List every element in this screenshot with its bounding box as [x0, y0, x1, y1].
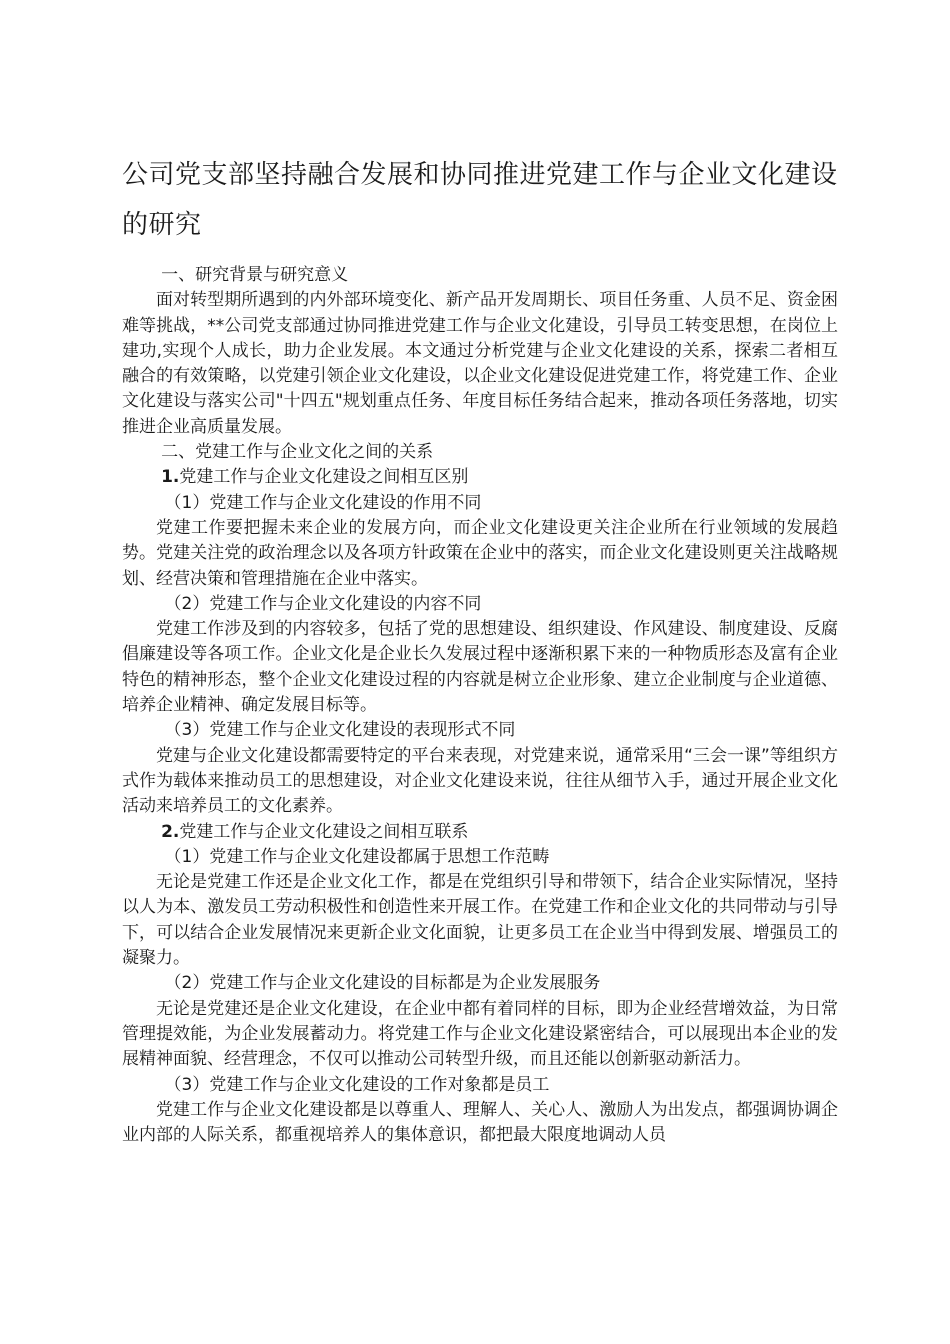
- subsection-number: 2.: [161, 821, 180, 842]
- item-heading-2-2-2: （2）党建工作与企业文化建设的目标都是为企业发展服务: [164, 973, 601, 994]
- subsection-heading-2-1: [122, 465, 838, 490]
- paragraph-ideological-work: 无论是党建工作还是企业文化工作，都是在党组织引导和带领下，结合企业实际情况，坚持以人为本、激发员工劳动积极性和创造性来开展工作。在党建工作和企业文化的共同带动与引导下，可以结合企业发展情况来更新企业文化面貌，让更多员工在企业当中得到发展、增强员工的凝聚力。: [122, 872, 838, 969]
- item-heading-2-1-1: （1）党建工作与企业文化建设的作用不同: [164, 492, 482, 513]
- document-title: 公司党支部坚持融合发展和协同推进党建工作与企业文化建设的研究: [122, 160, 838, 240]
- paragraph-form-difference: 党建与企业文化建设都需要特定的平台来表现，对党建来说，通常采用“三会一课”等组织方式作为载体来推动员工的思想建设，对企业文化建设来说，往往从细节入手，通过开展企业文化活动来培养员工的文化素养。: [122, 745, 838, 817]
- document-page: [122, 150, 838, 1148]
- section-heading-2: 二、党建工作与企业文化之间的关系: [161, 442, 434, 463]
- paragraph-common-goal: 无论是党建还是企业文化建设，在企业中都有着同样的目标，即为企业经营增效益，为日常管理提效能，为企业发展蓄动力。将党建工作与企业文化建设紧密结合，可以展现出本企业的发展精神面貌、经营理念，不仅可以推动公司转型升级，而且还能以创新驱动新活力。: [122, 998, 838, 1070]
- subsection-heading-2-2: [122, 820, 838, 845]
- subsection-title: 党建工作与企业文化建设之间相互区别: [179, 467, 469, 488]
- subsection-number: 1.: [161, 467, 180, 488]
- item-heading-2-1-3: （3）党建工作与企业文化建设的表现形式不同: [164, 720, 516, 741]
- item-heading-2-2-1: （1）党建工作与企业文化建设都属于思想工作范畴: [164, 846, 550, 867]
- paragraph-work-object: 党建工作与企业文化建设都是以尊重人、理解人、关心人、激励人为出发点，都强调协调企业内部的人际关系，都重视培养人的集体意识，都把最大限度地调动人员: [122, 1099, 838, 1146]
- item-heading-2-2-3: （3）党建工作与企业文化建设的工作对象都是员工: [164, 1074, 550, 1095]
- paragraph-content-difference: 党建工作涉及到的内容较多，包括了党的思想建设、组织建设、作风建设、制度建设、反腐倡廉建设等各项工作。企业文化是企业长久发展过程中逐渐积累下来的一种物质形态及富有企业特色的精神形态，整个企业文化建设过程的内容就是树立企业形象、建立企业制度与企业道德、培养企业精神、确定发展目标等。: [122, 619, 838, 716]
- item-heading-2-1-2: （2）党建工作与企业文化建设的内容不同: [164, 593, 482, 614]
- section-heading-1: 一、研究背景与研究意义: [161, 265, 349, 285]
- paragraph-background: 面对转型期所遇到的内外部环境变化、新产品开发周期长、项目任务重、人员不足、资金困难等挑战，**公司党支部通过协同推进党建工作与企业文化建设，引导员工转变思想，在岗位上建功,实现个人成长，助力企业发展。本文通过分析党建与企业文化建设的关系，探索二者相互融合的有效策略，以党建引领企业文化建设，以企业文化建设促进党建工作，将党建工作、企业文化建设与落实公司"十四五"规划重点任务、年度目标任务结合起来，推动各项任务落地，切实推进企业高质量发展。: [122, 290, 838, 437]
- subsection-title: 党建工作与企业文化建设之间相互联系: [179, 821, 469, 842]
- paragraph-role-difference: 党建工作要把握未来企业的发展方向，而企业文化建设更关注企业所在行业领域的发展趋势。党建关注党的政治理念以及各项方针政策在企业中的落实，而企业文化建设则更关注战略规划、经营决策和管理措施在企业中落实。: [122, 517, 838, 589]
- document-body: [122, 263, 838, 1148]
